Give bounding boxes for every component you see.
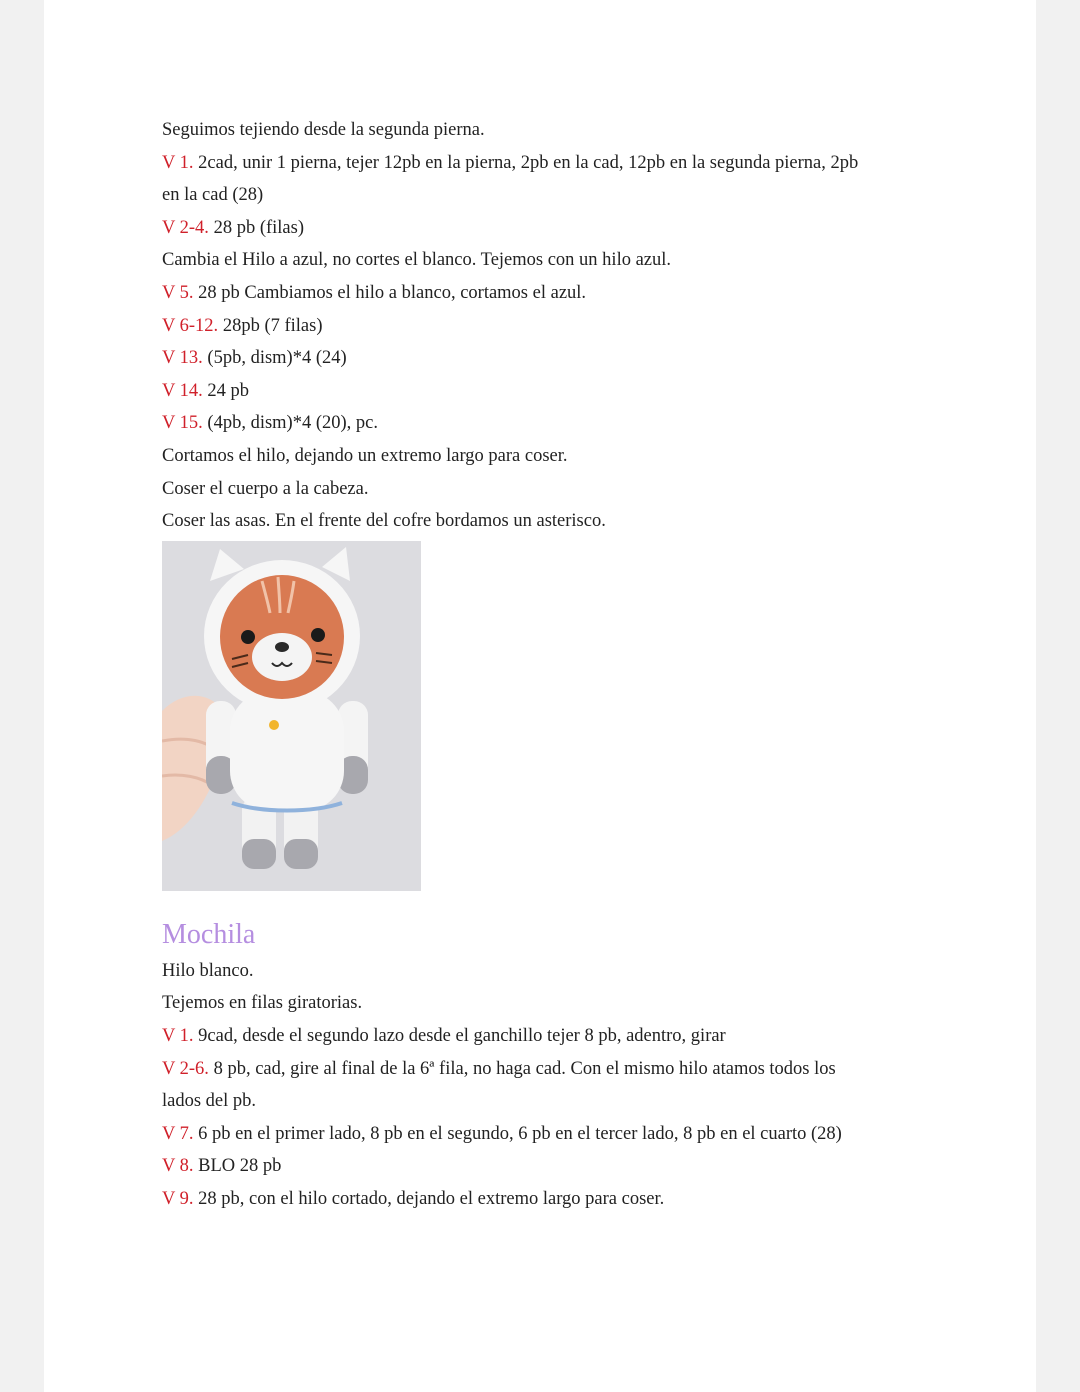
instruction-text: Tejemos en filas giratorias.	[162, 993, 363, 1014]
row-v2-4	[162, 212, 922, 245]
row-label: V 15.	[162, 413, 203, 434]
row-v14	[162, 375, 922, 408]
document-content	[162, 114, 922, 1215]
row-text: 28 pb, con el hilo cortado, dejando el extremo largo para coser.	[193, 1188, 665, 1209]
row-label: V 14.	[162, 380, 203, 401]
mochila-row-v2-6-continued	[162, 1085, 922, 1118]
muzzle	[252, 633, 312, 681]
amigurumi-cat-illustration	[162, 541, 421, 891]
row-text: BLO 28 pb	[193, 1156, 282, 1177]
mochila-row-v1	[162, 1020, 922, 1053]
row-label: V 2-4.	[162, 217, 209, 238]
mochila-row-v2-6	[162, 1053, 922, 1086]
instruction-text: Coser el cuerpo a la cabeza.	[162, 478, 369, 499]
row-label: V 1.	[162, 1025, 194, 1046]
row-label: V 9.	[162, 1188, 194, 1209]
asterisk-badge	[269, 720, 279, 730]
right-eye	[311, 628, 325, 642]
mochila-row-v7	[162, 1118, 922, 1151]
row-v13	[162, 342, 922, 375]
left-foot	[242, 839, 276, 869]
row-label: V 13.	[162, 348, 203, 369]
row-label: V 7.	[162, 1123, 194, 1144]
instruction-text: Cortamos el hilo, dejando un extremo largo para coser.	[162, 445, 568, 466]
row-text: 8 pb, cad, gire al final de la 6ª fila, no haga cad. Con el mismo hilo atamos todos los	[208, 1058, 836, 1079]
instruction-text: Coser las asas. En el frente del cofre bordamos un asterisco.	[162, 511, 606, 532]
row-text: 28 pb Cambiamos el hilo a blanco, cortamos el azul.	[193, 282, 587, 303]
row-text: 6 pb en el primer lado, 8 pb en el segundo, 6 pb en el tercer lado, 8 pb en el cuarto (28)	[193, 1123, 842, 1144]
row-label: V 5.	[162, 282, 194, 303]
right-foot	[284, 839, 318, 869]
row-label: V 2-6.	[162, 1058, 209, 1079]
document-page	[44, 0, 1036, 1392]
row-label: V 8.	[162, 1156, 194, 1177]
row-v1-continued	[162, 179, 922, 212]
instruction-text: Hilo blanco.	[162, 960, 254, 981]
row-text: 9cad, desde el segundo lazo desde el ganchillo tejer 8 pb, adentro, girar	[193, 1025, 726, 1046]
mochila-thread	[162, 955, 922, 988]
row-text: 24 pb	[202, 380, 250, 401]
intro-line	[162, 114, 922, 147]
row-v5	[162, 277, 922, 310]
row-text: (5pb, dism)*4 (24)	[202, 348, 347, 369]
mochila-rows	[162, 987, 922, 1020]
instruction-sew-body	[162, 473, 922, 506]
row-label: V 6-12.	[162, 315, 219, 336]
mochila-row-v8	[162, 1150, 922, 1183]
left-eye	[241, 630, 255, 644]
row-v6-12	[162, 310, 922, 343]
row-text: (4pb, dism)*4 (20), pc.	[202, 413, 378, 434]
row-text: lados del pb.	[162, 1091, 257, 1112]
section-title-mochila: Mochila	[162, 918, 256, 950]
amigurumi-cat-photo	[162, 541, 421, 891]
row-v1	[162, 147, 922, 180]
nose	[275, 642, 289, 652]
row-label: V 1.	[162, 152, 194, 173]
mochila-row-v9	[162, 1183, 922, 1216]
row-v15	[162, 407, 922, 440]
instruction-cut-thread	[162, 440, 922, 473]
row-text: 28 pb (filas)	[208, 217, 304, 238]
instruction-change-color	[162, 244, 922, 277]
row-text: en la cad (28)	[162, 185, 264, 206]
instruction-sew-handles	[162, 505, 922, 538]
instruction-text: Cambia el Hilo a azul, no cortes el blanco. Tejemos con un hilo azul.	[162, 250, 672, 271]
row-text: 2cad, unir 1 pierna, tejer 12pb en la pierna, 2pb en la cad, 12pb en la segunda pierna, 2pb	[193, 152, 859, 173]
row-text: 28pb (7 filas)	[218, 315, 323, 336]
intro-text: Seguimos tejiendo desde la segunda pierna.	[162, 120, 485, 140]
